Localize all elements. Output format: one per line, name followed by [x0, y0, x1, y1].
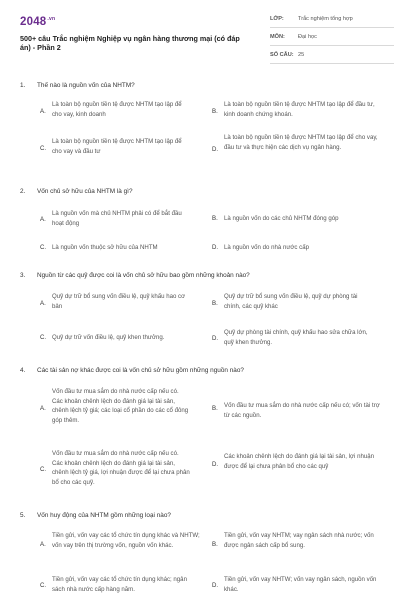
option-letter: A. — [40, 541, 46, 548]
option-d[interactable] — [212, 133, 382, 152]
question-text — [20, 272, 382, 279]
question-text — [20, 82, 382, 89]
meta-row-class — [270, 13, 394, 28]
meta-key: MÔN: — [270, 34, 285, 40]
option-b[interactable] — [212, 100, 382, 119]
option-b[interactable] — [212, 401, 382, 420]
option-b[interactable] — [212, 531, 377, 550]
option-a[interactable] — [40, 100, 190, 119]
option-a[interactable] — [40, 292, 190, 311]
option-b[interactable] — [212, 214, 387, 224]
meta-value: Trắc nghiệm tổng hợp — [298, 16, 353, 22]
option-text: Tiền gửi, vốn vay NHTW; vốn vay ngân sách, nguồn vốn khác. — [224, 576, 377, 593]
option-d[interactable] — [212, 328, 372, 347]
meta-panel — [270, 13, 394, 67]
option-text: Quỹ dự phòng tài chính, quỹ khấu hao sửa chữa lớn, quỹ khen thưởng. — [224, 329, 368, 346]
option-text: Các khoản chênh lệch do đánh giá lại tài sản, lợi nhuận được để lại chưa phân bổ cho các quỹ — [224, 453, 375, 470]
option-d[interactable] — [212, 243, 382, 253]
option-letter: C. — [40, 145, 47, 152]
option-c[interactable] — [40, 333, 210, 343]
question-body: Các tài sản nợ khác được coi là vốn chủ sở hữu gồm những nguồn nào? — [37, 367, 244, 374]
option-text: Là toàn bộ nguồn tiền tệ được NHTM tạo lập để đầu tư, kinh doanh chứng khoán. — [224, 101, 375, 118]
option-letter: A. — [40, 216, 46, 223]
question-4 — [20, 367, 382, 486]
option-letter: A. — [40, 108, 46, 115]
option-text: Tiền gửi, vốn vay các tổ chức tín dụng khác và NHTW; vốn vay trên thị trường vốn, nguồn vốn khác. — [52, 532, 200, 549]
meta-row-count — [270, 49, 394, 64]
meta-value: Đại học — [298, 34, 317, 40]
question-body: Thế nào là nguồn vốn của NHTM? — [37, 82, 135, 89]
option-letter: C. — [40, 466, 47, 473]
question-number: 4. — [20, 367, 26, 374]
option-text: Tiền gửi, vốn vay NHTM; vay ngân sách nhà nước; vốn được ngân sách cấp bổ sung. — [224, 532, 374, 549]
option-text: Là toàn bộ nguồn tiền tệ được NHTM tạo lập để cho vay, đầu tư và thực hiện các dịch vụ ngân hàng. — [224, 134, 378, 151]
site-logo[interactable] — [20, 16, 55, 28]
option-letter: C. — [40, 334, 47, 341]
question-number: 3. — [20, 272, 26, 279]
option-letter: D. — [212, 335, 219, 342]
meta-key: LỚP: — [270, 16, 284, 22]
logo-main: 2048 — [20, 16, 47, 28]
option-text: Vốn đầu tư mua sắm do nhà nước cấp nếu có. Các khoản chênh lệch do đánh giá lại tài sản, chênh lệch tỷ giá, lợi nhuận được để lại chưa phân bổ cho các quỹ. — [52, 450, 190, 486]
option-letter: B. — [212, 300, 218, 307]
option-letter: B. — [212, 541, 218, 548]
question-number: 1. — [20, 82, 26, 89]
meta-key: SỐ CÂU: — [270, 52, 294, 58]
option-letter: A. — [40, 405, 46, 412]
option-letter: C. — [40, 582, 47, 589]
document-header — [14, 0, 386, 62]
option-letter: D. — [212, 244, 219, 251]
logo-sub: .vn — [47, 16, 56, 22]
option-d[interactable] — [212, 452, 377, 471]
option-letter: D. — [212, 146, 219, 153]
option-text: Quỹ dự trữ vốn điều lệ, quỹ khen thưởng. — [52, 334, 165, 341]
option-text: Là nguồn vốn do nhà nước cấp — [224, 244, 309, 251]
question-body: Vốn chủ sở hữu của NHTM là gì? — [37, 188, 133, 195]
option-a[interactable] — [40, 531, 200, 550]
meta-row-subject — [270, 31, 394, 46]
option-letter: B. — [212, 405, 218, 412]
option-letter: B. — [212, 108, 218, 115]
option-text: Là toàn bộ nguồn tiền tệ được NHTM tạo lập để cho vay và đầu tư — [52, 138, 182, 155]
option-c[interactable] — [40, 137, 190, 156]
question-text — [20, 188, 382, 195]
option-c[interactable] — [40, 575, 200, 594]
option-d[interactable] — [212, 575, 377, 594]
option-a[interactable] — [40, 387, 190, 425]
question-body: Vốn huy động của NHTM gồm những loại nào? — [37, 512, 171, 519]
option-text: Vốn đầu tư mua sắm do nhà nước cấp nếu có; vốn tài trợ từ các nguồn. — [224, 402, 380, 419]
option-text: Là toàn bộ nguồn tiền tệ được NHTM tạo lập để cho vay, kinh doanh — [52, 101, 182, 118]
option-letter: D. — [212, 582, 219, 589]
option-c[interactable] — [40, 243, 210, 253]
option-text: Vốn đầu tư mua sắm do nhà nước cấp nếu có. Các khoản chênh lệch do đánh giá lại tài sản, chênh lệch tỷ giá; các loại cổ phần do các cổ đông góp thêm. — [52, 388, 189, 424]
option-text: Là nguồn vốn do các chủ NHTM đóng góp — [224, 215, 339, 222]
question-text — [20, 512, 382, 519]
question-number: 5. — [20, 512, 26, 519]
option-letter: A. — [40, 300, 46, 307]
question-text — [20, 367, 382, 374]
option-text: Là nguồn vốn thuộc sở hữu của NHTM — [52, 244, 158, 251]
option-text: Tiền gửi, vốn vay các tổ chức tín dụng khác; ngân sách nhà nước cấp hàng năm. — [52, 576, 187, 593]
option-letter: D. — [212, 461, 219, 468]
option-c[interactable] — [40, 449, 190, 487]
question-2 — [20, 188, 382, 251]
option-text: Quỹ dự trữ bổ sung vốn điều lệ, quỹ khấu hao cơ bản — [52, 293, 186, 310]
option-text: Quỹ dự trữ bổ sung vốn điều lệ, quỹ dự phòng tài chính, các quỹ khác — [224, 293, 358, 310]
question-number: 2. — [20, 188, 26, 195]
question-3 — [20, 272, 382, 346]
option-letter: C. — [40, 244, 47, 251]
question-5 — [20, 512, 382, 593]
document-title: 500+ câu Trắc nghiệm Nghiệp vụ ngân hàng thương mại (có đáp án) - Phần 2 — [20, 34, 240, 52]
option-text: Là nguồn vốn mà chủ NHTM phải có để bắt đầu hoạt động — [52, 210, 182, 227]
question-body: Nguồn từ các quỹ được coi là vốn chủ sở hữu bao gồm những khoản nào? — [37, 272, 250, 279]
option-letter: B. — [212, 215, 218, 222]
question-1 — [20, 82, 382, 155]
option-b[interactable] — [212, 292, 372, 311]
meta-value: 25 — [298, 52, 305, 58]
option-a[interactable] — [40, 209, 190, 228]
